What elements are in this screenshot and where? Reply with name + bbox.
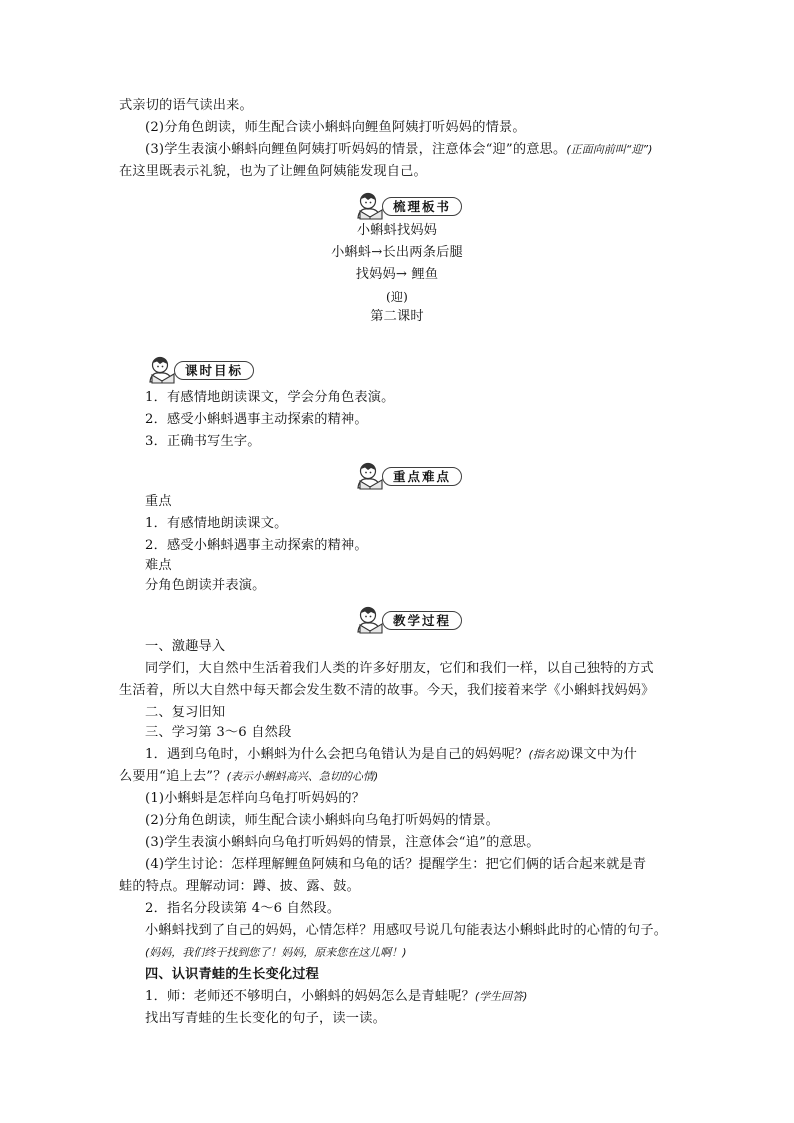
section-heading: 三、学习第 3～6 自然段 bbox=[145, 725, 292, 740]
board-title: 小蝌蚪找妈妈 bbox=[356, 223, 438, 238]
text-line: 找出写青蛙的生长变化的句子，读一读。 bbox=[145, 1011, 386, 1026]
key-item: 1．有感情地朗读课文。 bbox=[145, 516, 288, 531]
key-item: 2．感受小蝌蚪遇事主动探索的精神。 bbox=[145, 538, 368, 553]
text-line: (2)分角色朗读，师生配合读小蝌蚪向乌龟打听妈妈的情景。 bbox=[145, 813, 499, 828]
text-line: 2．指名分段读第 4～6 自然段。 bbox=[145, 901, 341, 916]
text-line: (1)小蝌蚪是怎样向乌龟打听妈妈的？ bbox=[145, 791, 366, 806]
board-line: 小蝌蚪→长出两条后腿 bbox=[331, 245, 463, 260]
text-span: 1．遇到乌龟时，小蝌蚪为什么会把乌龟错认为是自己的妈妈呢？ bbox=[145, 747, 529, 762]
annotation-note: (妈妈，我们终于找到您了！妈妈，原来您在这儿啊！) bbox=[145, 946, 407, 959]
badge-label: 重点难点 bbox=[382, 467, 462, 486]
goal-item: 2．感受小蝌蚪遇事主动探索的精神。 bbox=[145, 412, 368, 427]
section-badge-goals bbox=[148, 356, 268, 382]
text-span: 么要用“追上去”？ bbox=[119, 769, 227, 784]
text-span: (3)学生表演小蝌蚪向鲤鱼阿姨打听妈妈的情景，注意体会“迎”的意思。 bbox=[145, 142, 567, 157]
board-line: 找妈妈→ 鲤鱼 bbox=[355, 267, 439, 282]
section-badge-board bbox=[356, 192, 476, 218]
section-heading: 一、激趣导入 bbox=[145, 639, 226, 654]
text-span: 1．师：老师还不够明白，小蝌蚪的妈妈怎么是青蛙呢？ bbox=[145, 989, 475, 1004]
badge-label: 教学过程 bbox=[382, 611, 462, 630]
subheading: 难点 bbox=[145, 558, 172, 573]
badge-label: 课时目标 bbox=[174, 361, 254, 380]
annotation-note: (表示小蝌蚪高兴、急切的心情) bbox=[226, 770, 379, 783]
section-badge-key-points bbox=[356, 462, 476, 488]
text-line bbox=[145, 140, 652, 160]
text-line bbox=[145, 987, 527, 1007]
text-line: (2)分角色朗读，师生配合读小蝌蚪向鲤鱼阿姨打听妈妈的情景。 bbox=[145, 120, 526, 135]
text-line: 小蝌蚪找到了自己的妈妈，心情怎样？用感叹号说几句能表达小蝌蚪此时的心情的句子。 bbox=[145, 923, 668, 938]
lesson-heading: 第二课时 bbox=[370, 309, 424, 324]
text-span: 课文中为什 bbox=[570, 747, 637, 762]
text-line: 生活着，所以大自然中每天都会发生数不清的故事。今天，我们接着来学《小蝌蚪找妈妈》 bbox=[119, 683, 655, 698]
subheading: 重点 bbox=[145, 494, 172, 509]
text-line: (4)学生讨论：怎样理解鲤鱼阿姨和乌龟的话？提醒学生：把它们俩的话合起来就是青 bbox=[145, 857, 647, 872]
text-line: (3)学生表演小蝌蚪向乌龟打听妈妈的情景，注意体会“追”的意思。 bbox=[145, 835, 540, 850]
text-line bbox=[119, 767, 378, 787]
text-line: 在这里既表示礼貌，也为了让鲤鱼阿姨能发现自己。 bbox=[119, 164, 427, 179]
section-badge-process bbox=[356, 606, 476, 632]
section-heading: 四、认识青蛙的生长变化过程 bbox=[145, 967, 320, 982]
board-line: (迎) bbox=[386, 290, 408, 304]
text-line: 式亲切的语气读出来。 bbox=[119, 98, 253, 113]
badge-label: 梳理板书 bbox=[382, 197, 462, 216]
text-line: 同学们，大自然中生活着我们人类的许多好朋友，它们和我们一样，以自己独特的方式 bbox=[145, 661, 654, 676]
text-line: 蛙的特点。理解动词：蹲、披、露、鼓。 bbox=[119, 879, 360, 894]
annotation-note: (正面向前叫“迎”) bbox=[566, 143, 653, 156]
section-heading: 二、复习旧知 bbox=[145, 705, 226, 720]
annotation-note: (指名说) bbox=[528, 748, 571, 761]
annotation-note: (学生回答) bbox=[474, 990, 528, 1003]
text-line bbox=[145, 745, 637, 765]
goal-item: 1．有感情地朗读课文，学会分角色表演。 bbox=[145, 390, 395, 405]
key-item: 分角色朗读并表演。 bbox=[145, 578, 266, 593]
goal-item: 3．正确书写生字。 bbox=[145, 434, 261, 449]
